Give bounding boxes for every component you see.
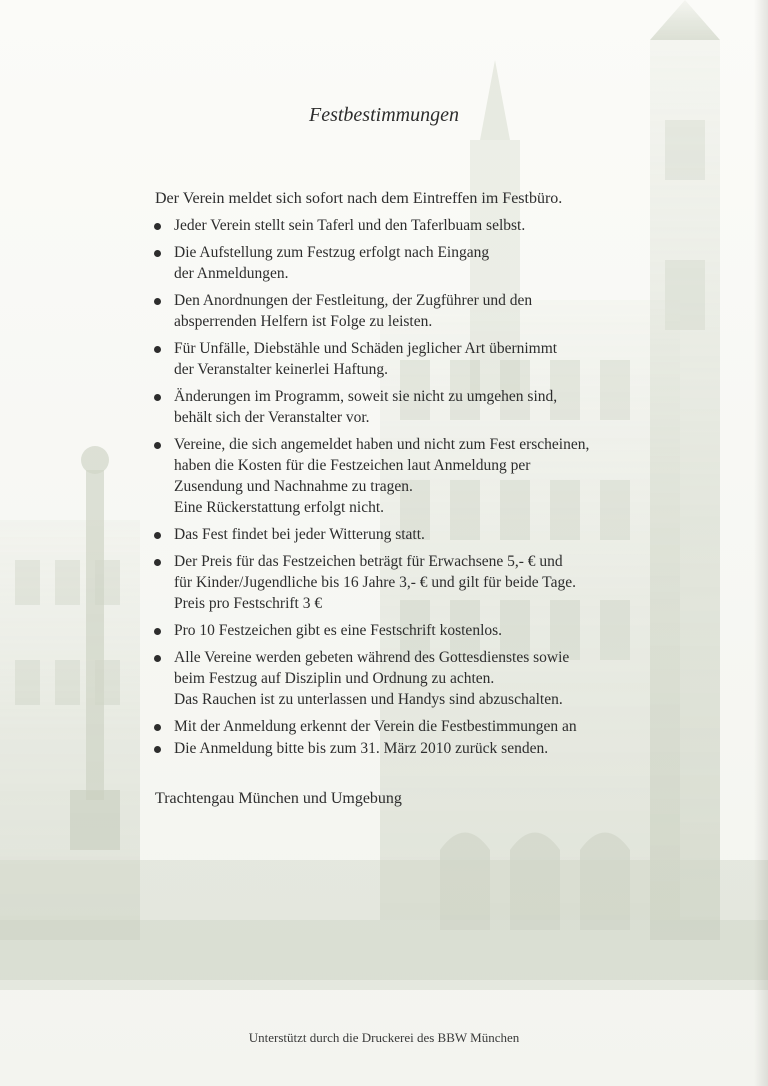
rule-line: Pro 10 Festzeichen gibt es eine Festschrift kostenlos.: [174, 622, 503, 639]
rule-line: haben die Kosten für die Festzeichen laut Anmeldung per: [174, 457, 531, 474]
intro-text: Der Verein meldet sich sofort nach dem Eintreffen im Festbüro.: [155, 190, 563, 207]
rule-line: der Veranstalter keinerlei Haftung.: [174, 361, 389, 378]
bullet-icon: [154, 346, 161, 353]
list-item: [152, 215, 712, 236]
list-item: [152, 716, 712, 737]
rule-line: Die Anmeldung bitte bis zum 31. März 2010 zurück senden.: [174, 740, 549, 757]
rule-line: Die Aufstellung zum Festzug erfolgt nach Eingang: [174, 244, 490, 261]
list-item: [152, 738, 712, 759]
bullet-icon: [154, 746, 161, 753]
bullet-icon: [154, 394, 161, 401]
rule-line: Für Unfälle, Diebstähle und Schäden jeglicher Art übernimmt: [174, 340, 558, 357]
list-item: [152, 386, 712, 428]
rule-line: für Kinder/Jugendliche bis 16 Jahre 3,- € und gilt für beide Tage.: [174, 574, 576, 591]
bullet-icon: [154, 655, 161, 662]
bullet-icon: [154, 628, 161, 635]
rule-line: behält sich der Veranstalter vor.: [174, 409, 370, 426]
list-item: [152, 290, 712, 332]
footer-credit: Unterstützt durch die Druckerei des BBW München: [248, 1030, 520, 1045]
rule-line: Der Preis für das Festzeichen beträgt für Erwachsene 5,- € und: [174, 553, 563, 570]
bullet-icon: [154, 442, 161, 449]
list-item: [152, 434, 712, 518]
rule-line: Vereine, die sich angemeldet haben und nicht zum Fest erscheinen,: [174, 436, 590, 453]
rule-line: Alle Vereine werden gebeten während des Gottesdienstes sowie: [174, 649, 570, 666]
page-title: Festbestimmungen: [309, 104, 459, 126]
rule-line: Den Anordnungen der Festleitung, der Zugführer und den: [174, 292, 533, 309]
rules-list: [152, 215, 712, 765]
rule-line: Preis pro Festschrift 3 €: [174, 595, 323, 612]
bullet-icon: [154, 223, 161, 230]
list-item: [152, 551, 712, 614]
rule-line: Das Fest findet bei jeder Witterung statt.: [174, 526, 425, 543]
rule-line: Zusendung und Nachnahme zu tragen.: [174, 478, 413, 495]
rule-line: Das Rauchen ist zu unterlassen und Handys sind abzuschalten.: [174, 691, 563, 708]
rule-line: Jeder Verein stellt sein Taferl und den Taferlbuam selbst.: [174, 217, 526, 234]
rule-line: Mit der Anmeldung erkennt der Verein die Festbestimmungen an: [174, 718, 577, 735]
list-item: [152, 242, 712, 284]
bullet-icon: [154, 559, 161, 566]
signature: Trachtengau München und Umgebung: [155, 790, 402, 807]
list-item: [152, 338, 712, 380]
bullet-icon: [154, 250, 161, 257]
list-item: [152, 620, 712, 641]
bullet-icon: [154, 532, 161, 539]
list-item: [152, 647, 712, 710]
rule-line: Änderungen im Programm, soweit sie nicht zu umgehen sind,: [174, 388, 558, 405]
list-item: [152, 524, 712, 545]
rule-line: Eine Rückerstattung erfolgt nicht.: [174, 499, 385, 516]
bullet-icon: [154, 724, 161, 731]
rule-line: der Anmeldungen.: [174, 265, 289, 282]
rule-line: absperrenden Helfern ist Folge zu leisten.: [174, 313, 433, 330]
rule-line: beim Festzug auf Disziplin und Ordnung zu achten.: [174, 670, 495, 687]
bullet-icon: [154, 298, 161, 305]
